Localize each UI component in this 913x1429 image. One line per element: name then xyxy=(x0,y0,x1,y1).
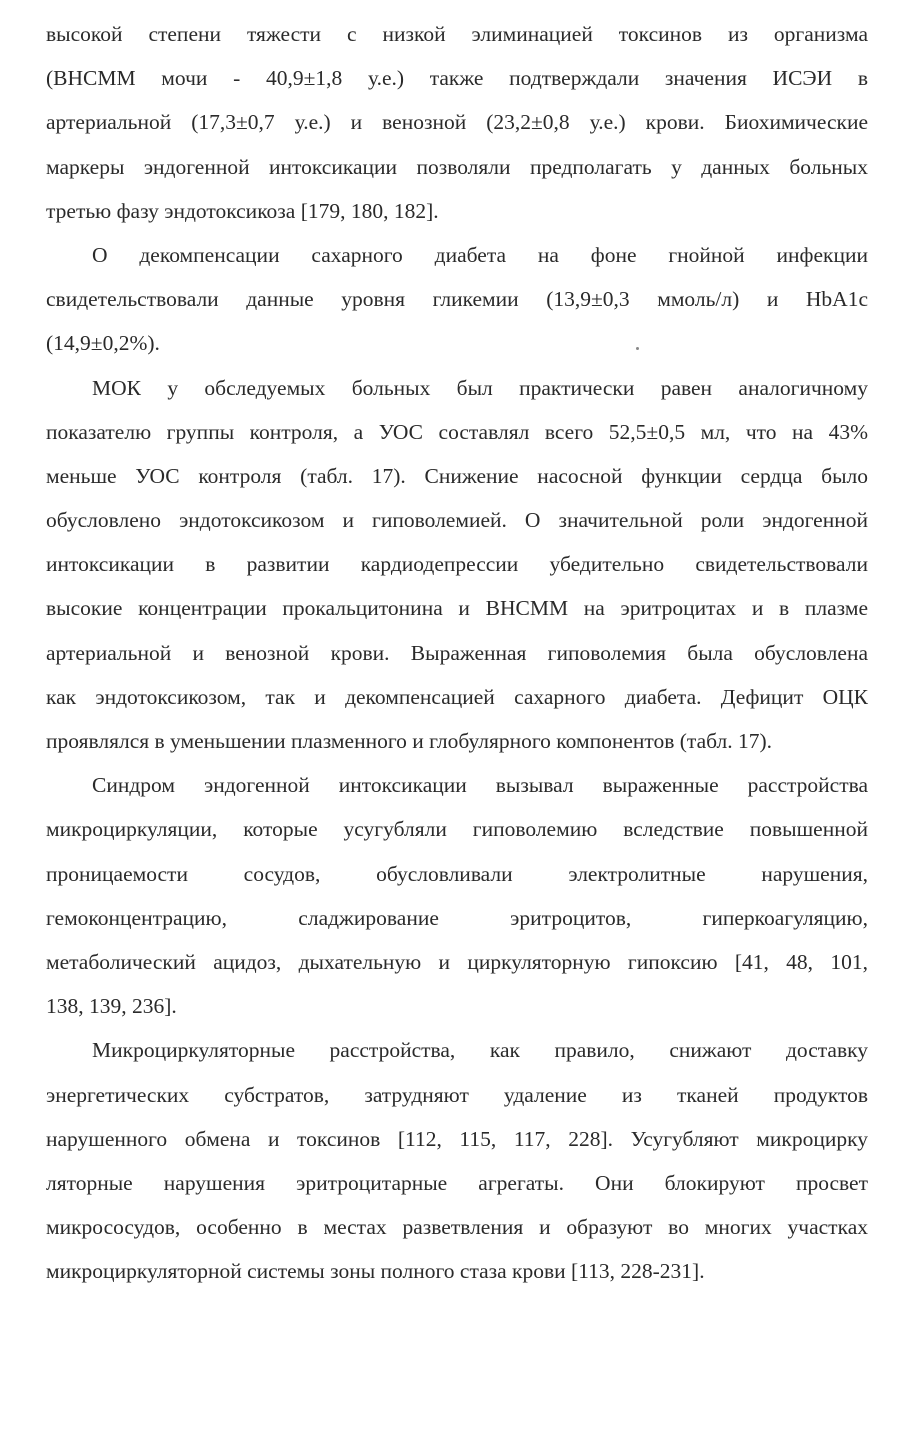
text-line: как эндотоксикозом, так и декомпенсацией сахарного диабета. Дефицит ОЦК xyxy=(46,684,868,709)
text-line: третью фазу эндотоксикоза [179, 180, 182]. xyxy=(46,198,439,223)
text-line: проницаемости сосудов, обусловливали электролитные нарушения, xyxy=(46,861,868,886)
text-line: артериальной и венозной крови. Выраженная гиповолемия была обусловлена xyxy=(46,640,868,665)
text-line: показателю группы контроля, а УОС составлял всего 52,5±0,5 мл, что на 43% xyxy=(46,419,868,444)
text-line: Микроциркуляторные расстройства, как правило, снижают доставку xyxy=(92,1038,868,1063)
text-line: свидетельствовали данные уровня гликемии (13,9±0,3 ммоль/л) и HbA1c xyxy=(46,287,868,312)
document-body xyxy=(46,12,868,1293)
scan-speck xyxy=(636,347,639,350)
text-line: 138, 139, 236]. xyxy=(46,994,177,1019)
text-line: (ВНСММ мочи - 40,9±1,8 у.е.) также подтверждали значения ИСЭИ в xyxy=(46,66,868,91)
text-line: обусловлено эндотоксикозом и гиповолемией. О значительной роли эндогенной xyxy=(46,508,868,533)
text-line: метаболический ацидоз, дыхательную и циркуляторную гипоксию [41, 48, 101, xyxy=(46,949,868,974)
text-line: энергетических субстратов, затрудняют удаление из тканей продуктов xyxy=(46,1082,868,1107)
text-line: (14,9±0,2%). xyxy=(46,331,160,356)
text-line: интоксикации в развитии кардиодепрессии убедительно свидетельствовали xyxy=(46,552,868,577)
text-line: Синдром эндогенной интоксикации вызывал выраженные расстройства xyxy=(92,773,868,798)
text-line: гемоконцентрацию, сладжирование эритроцитов, гиперкоагуляцию, xyxy=(46,905,868,930)
text-line: маркеры эндогенной интоксикации позволяли предполагать у данных больных xyxy=(46,154,868,179)
text-line: проявлялся в уменьшении плазменного и глобулярного компонентов (табл. 17). xyxy=(46,729,773,753)
paragraph-5 xyxy=(46,1028,868,1293)
paragraph-1 xyxy=(46,12,868,233)
text-line: высокой степени тяжести с низкой элиминацией токсинов из организма xyxy=(46,22,868,46)
text-line: О декомпенсации сахарного диабета на фоне гнойной инфекции xyxy=(92,242,868,267)
paragraph-4 xyxy=(46,763,868,1028)
text-line: нарушенного обмена и токсинов [112, 115, 117, 228]. Усугубляют микроцирку xyxy=(46,1126,868,1151)
text-line: микрососудов, особенно в местах разветвления и образуют во многих участках xyxy=(46,1215,868,1240)
paragraph-3 xyxy=(46,366,868,764)
text-line: высокие концентрации прокальцитонина и ВНСММ на эритроцитах и в плазме xyxy=(46,596,868,621)
text-line: ляторные нарушения эритроцитарные агрегаты. Они блокируют просвет xyxy=(46,1170,868,1195)
text-line: меньше УОС контроля (табл. 17). Снижение насосной функции сердца было xyxy=(46,463,868,488)
text-line: микроциркуляции, которые усугубляли гиповолемию вследствие повышенной xyxy=(46,817,868,842)
text-line: микроциркуляторной системы зоны полного стаза крови [113, 228-231]. xyxy=(46,1259,705,1284)
text-line: МОК у обследуемых больных был практически равен аналогичному xyxy=(92,375,868,400)
text-line: артериальной (17,3±0,7 у.е.) и венозной (23,2±0,8 у.е.) крови. Биохимические xyxy=(46,110,868,135)
paragraph-2 xyxy=(46,233,868,366)
